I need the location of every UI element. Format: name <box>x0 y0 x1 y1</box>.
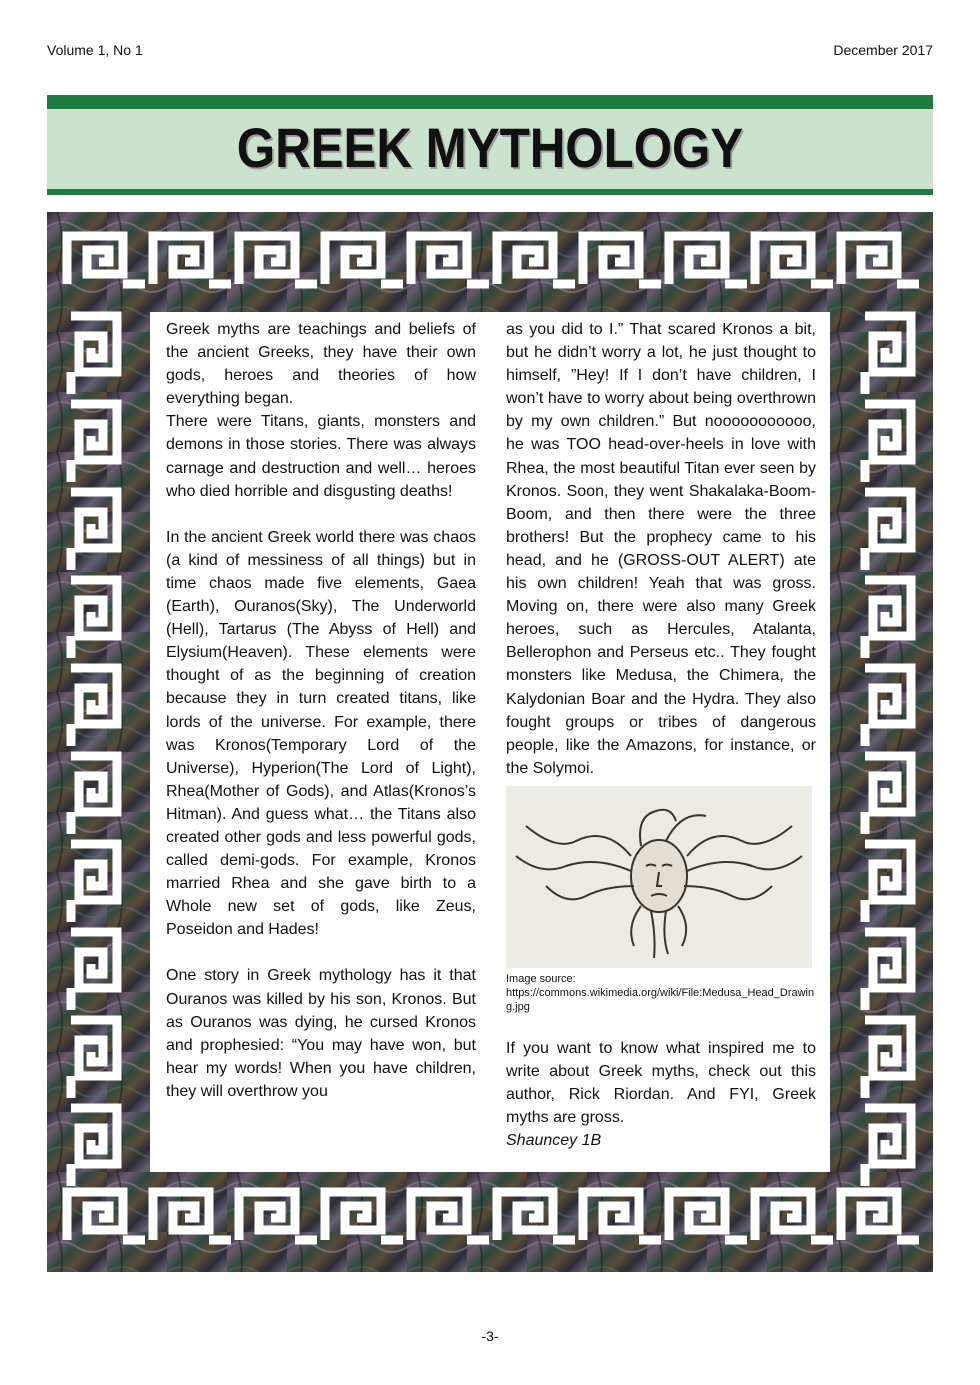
issue-date: December 2017 <box>833 42 933 58</box>
article-column-right <box>506 318 816 1152</box>
image-caption <box>506 972 816 1014</box>
medusa-drawing <box>506 786 812 968</box>
kronos-paragraph: as you did to I.” That scared Kronos a bit, but he didn’t worry a lot, he just thought to himself, ”Hey! If I don’t have children, I won’t have to worry about being overthrown by my own children.” But nooooooooooo, he was TOO head-over-heels in love with Rhea, the most beautiful Titan ever seen by Kronos. Soon, they went Shakalaka-Boom-Boom, and then there were the three brothers! But the prophecy came to his head, and he (GROSS-OUT ALERT) ate his own children! Yeah that was gross. Moving on, there were also many Greek heroes, such as Hercules, Atalanta, Bellerophon and Perseus etc.. They fought monsters like Medusa, the Chimera, the Kalydonian Boar and the Hydra. They also fought groups or tribes of dangerous people, like the Amazons, for instance, or the Solymoi. <box>506 321 816 777</box>
page-number: -3- <box>481 1328 499 1344</box>
titans-paragraph: There were Titans, giants, monsters and demons in those stories. There was always carnage and destruction and well… heroes who died horrible and disgusting deaths! <box>166 413 476 500</box>
intro-paragraph: Greek myths are teachings and beliefs of the ancient Greeks, they have their own gods, heroes and theories of how everything began. <box>166 321 476 408</box>
creation-paragraph: In the ancient Greek world there was chaos (a kind of messiness of all things) but in time chaos made five elements, Gaea (Earth), Ouranos(Sky), The Underworld (Hell), Tartarus (The Abyss of Hell) and Elysium(Heaven). These elements were thought of as the beginning of creation because they in turn created titans, like lords of the universe. For example, there was Kronos(Temporary Lord of the Universe), Hyperion(The Lord of Light), Rhea(Mother of Gods), and Atlas(Kronos’s Hitman). And guess what… the Titans also created other gods and less powerful gods, called demi-gods. For example, Kronos married Rhea and she gave birth to a Whole new set of gods, like Zeus, Poseidon and Hades! <box>166 528 476 939</box>
volume-label: Volume 1, No 1 <box>47 42 143 58</box>
article-column-left <box>166 318 476 1103</box>
image-caption-url: https://commons.wikimedia.org/wiki/File:Medusa_Head_Drawing.jpg <box>506 986 815 1013</box>
closing-paragraph: If you want to know what inspired me to write about Greek myths, check out this author, Rick Riordan. And FYI, Greek myths are gross. <box>506 1039 816 1127</box>
ouranos-paragraph: One story in Greek mythology has it that Ouranos was killed by his son, Kronos. But as Ouranos was dying, he cursed Kronos and prophesied: “You may have won, but hear my words! When you have children, they will overthrow you <box>166 967 476 1100</box>
article-body <box>150 312 830 1172</box>
medusa-head-illustration <box>506 786 812 968</box>
page-title: GREEK MYTHOLOGY <box>236 116 744 179</box>
image-caption-label: Image source: <box>506 972 576 985</box>
author-signature: Shauncey 1B <box>506 1132 602 1150</box>
title-banner <box>47 95 933 195</box>
